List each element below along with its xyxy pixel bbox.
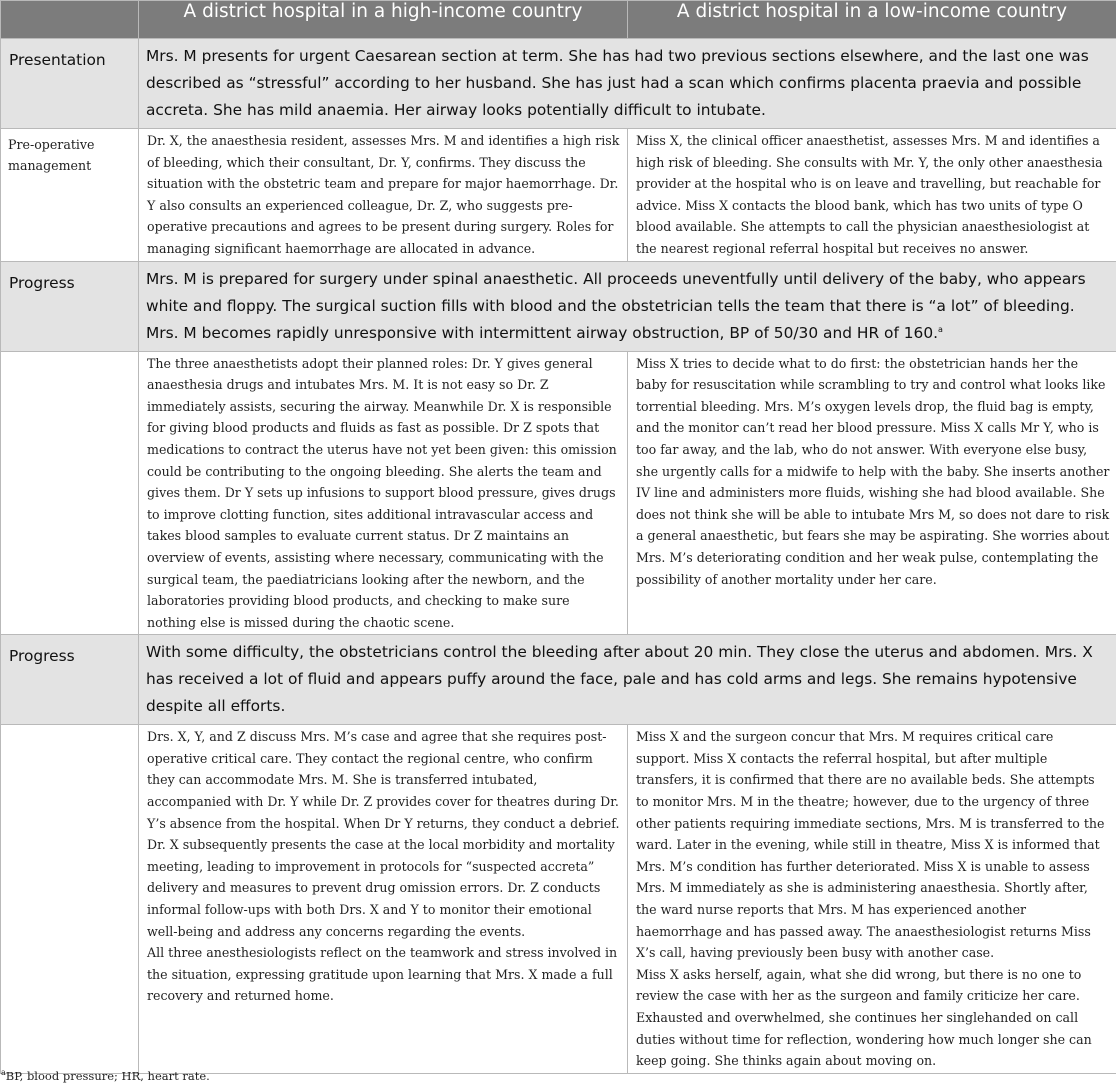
outcome-low-income-text	[628, 725, 1116, 1074]
footnote-marker: a	[938, 324, 943, 334]
progress-1-high-income-text: The three anaesthetists adopt their planned roles: Dr. Y gives general anaesthesia drugs and intubates Mrs. M. It is not easy so Dr. Z immediately assists, securing the airway. Meanwhile Dr. X is responsible for giving blood products and fluids as fast as possible. Dr Z spots that medications to contract the uterus have not yet been given: this omission could be contributing to the ongoing bleeding. She alerts the team and gives them. Dr Y sets up infusions to support blood pressure, gives drugs to improve clotting function, sites additional intravascular access and takes blood samples to evaluate current status. Dr Z maintains an overview of events, assisting where necessary, communicating with the surgical team, the paediatricians looking after the newborn, and the laboratories providing blood products, and checking to make sure nothing else is missed during the chaotic scene.	[139, 351, 628, 635]
progress-detail-row-1	[1, 351, 1116, 635]
outcome-low-income-para-2: Miss X asks herself, again, what she did wrong, but there is no one to review the case with her as the surgeon and family criticize her care. Exhausted and overwhelmed, she continues her singlehanded on call duties without time for reflection, wondering how much longer she can keep going. She thinks again about moving on.	[636, 966, 1092, 1069]
progress-1-low-income-text: Miss X tries to decide what to do first: the obstetrician hands her the baby for resuscitation while scrambling to try and control what looks like torrential bleeding. Mrs. M’s oxygen levels drop, the fluid bag is empty, and the monitor can’t read her blood pressure. Miss X calls Mr Y, who is too far away, and the lab, who do not answer. With everyone else busy, she urgently calls for a midwife to help with the baby. She inserts another IV line and administers more fluids, wishing she had blood available. She does not think she will be able to intubate Mrs M, so does not dare to risk a general anaesthetic, but fears she may be aspirating. She worries about Mrs. M’s deteriorating condition and her weak pulse, contemplating the possibility of another mortality under her care.	[628, 351, 1116, 635]
preop-row	[1, 129, 1116, 262]
footnote-mark: a	[1, 1068, 6, 1078]
progress-row-1	[1, 261, 1116, 351]
row-label: Presentation	[1, 39, 139, 129]
outcome-low-income-para-1: Miss X and the surgeon concur that Mrs. M requires critical care support. Miss X contacts the referral hospital, but after multiple transfers, it is confirmed that there are no available beds. She attempts to monitor Mrs. M in the theatre; however, due to the urgency of three other patients requiring immediate sections, Mrs. M is transferred to the ward. Later in the evening, while still in theatre, Miss X is informed that Mrs. M’s condition has further deteriorated. Miss X is unable to assess Mrs. M immediately as she is administering anaesthesia. Shortly after, the ward nurse reports that Mrs. M has experienced another haemorrhage and has passed away. The anaesthesiologist returns Miss X’s call, having previously been busy with another case.	[636, 729, 1105, 961]
outcome-high-income-para-1: Drs. X, Y, and Z discuss Mrs. M’s case and agree that she requires post-operative critical care. They contact the regional centre, who confirm they can accommodate Mrs. M. She is transferred intubated, accompanied with Dr. Y while Dr. Z provides cover for theatres during Dr. Y’s absence from the hospital. When Dr Y returns, they conduct a debrief. Dr. X subsequently presents the case at the local morbidity and mortality meeting, leading to improvement in protocols for “suspected accreta” delivery and measures to prevent drug omission errors. Dr. Z conducts informal follow-ups with both Drs. X and Y to monitor their emotional well-being and address any concerns regarding the events.	[147, 729, 620, 939]
row-label: Progress	[1, 261, 139, 351]
preop-high-income-text: Dr. X, the anaesthesia resident, assesses Mrs. M and identifies a high risk of bleeding, which their consultant, Dr. Y, confirms. They discuss the situation with the obstetric team and prepare for major haemorrhage. Dr. Y also consults an experienced colleague, Dr. Z, who suggests pre-operative precautions and agrees to be present during surgery. Roles for managing significant haemorrhage are allocated in advance.	[139, 129, 628, 262]
header-high-income: A district hospital in a high-income country	[139, 1, 628, 39]
progress-1-body: Mrs. M is prepared for surgery under spinal anaesthetic. All proceeds uneventfully until delivery of the baby, who appears white and floppy. The surgical suction fills with blood and the obstetrician tells the team that there is “a lot” of bleeding. Mrs. M becomes rapidly unresponsive with intermittent airway obstruction, BP of 50/30 and HR of 160.	[146, 269, 1086, 342]
row-label	[1, 725, 139, 1074]
row-label: Pre-operative management	[1, 129, 139, 262]
header-corner	[1, 1, 139, 39]
progress-1-text	[139, 261, 1116, 351]
header-low-income: A district hospital in a low-income country	[628, 1, 1116, 39]
footnote-text: BP, blood pressure; HR, heart rate.	[5, 1069, 210, 1083]
preop-low-income-text: Miss X, the clinical officer anaesthetist, assesses Mrs. M and identifies a high risk of bleeding. She consults with Mr. Y, the only other anaesthesia provider at the hospital who is on leave and travelling, but reachable for advice. Miss X contacts the blood bank, which has two units of type O blood available. She attempts to call the physician anaesthesiologist at the nearest regional referral hospital but receives no answer.	[628, 129, 1116, 262]
outcome-high-income-text	[139, 725, 628, 1074]
progress-row-2	[1, 635, 1116, 725]
outcome-high-income-para-2: All three anesthesiologists reflect on the teamwork and stress involved in the situation, expressing gratitude upon learning that Mrs. X made a full recovery and returned home.	[147, 945, 618, 1004]
row-label	[1, 351, 139, 635]
presentation-row	[1, 39, 1116, 129]
progress-2-text: With some difficulty, the obstetricians control the bleeding after about 20 min. They close the uterus and abdomen. Mrs. X has received a lot of fluid and appears puffy around the face, pale and has cold arms and legs. She remains hypotensive despite all efforts.	[139, 635, 1116, 725]
presentation-text: Mrs. M presents for urgent Caesarean section at term. She has had two previous sections elsewhere, and the last one was described as “stressful” according to her husband. She has just had a scan which confirms placenta praevia and possible accreta. She has mild anaemia. Her airway looks potentially difficult to intubate.	[139, 39, 1116, 129]
table-footnote	[1, 1069, 210, 1083]
row-label: Progress	[1, 635, 139, 725]
progress-detail-row-2	[1, 725, 1116, 1074]
header-row	[1, 1, 1116, 39]
